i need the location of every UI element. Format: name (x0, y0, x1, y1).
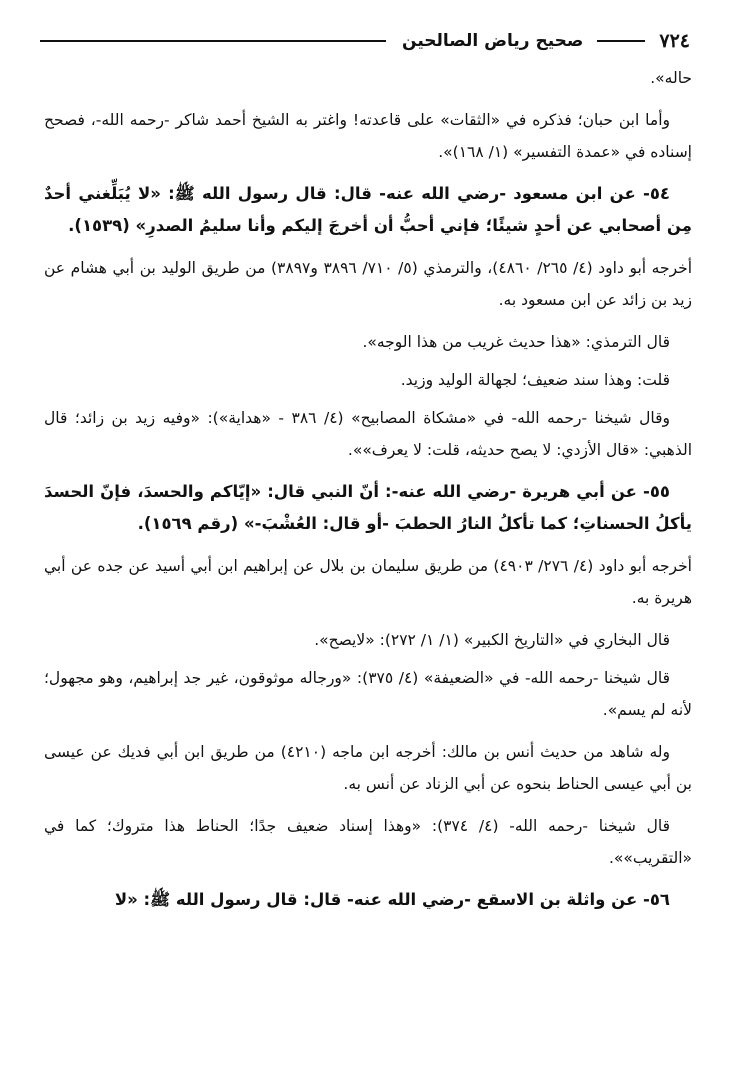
page-header (40, 26, 690, 56)
paragraph-shahid-anas: وله شاهد من حديث أنس بن مالك: أخرجه ابن ماجه (٤٢١٠) من طريق ابن أبي فديك عن عيسى بن أبي عيسى الحناط بنحوه عن أبي الزناد عن أنس به. (44, 743, 692, 793)
page-body (44, 62, 692, 926)
hadith-55: ٥٥- عن أبي هريرة -رضي الله عنه-: أنّ النبي قال: «إيّاكم والحسدَ، فإنّ الحسدَ يأكلُ الحسناتِ؛ كما تأكلُ النارُ الحطبَ -أو قال: العُشْبَ-» (رقم ١٥٦٩). (44, 482, 692, 533)
paragraph-ibn-hibban: وأما ابن حبان؛ فذكره في «الثقات» على قاعدته! واغتر به الشيخ أحمد شاكر -رحمه الله-، فصحح إسناده في «عمدة التفسير» (١/ ١٦٨)». (44, 111, 692, 161)
paragraph-daifa: قال شيخنا -رحمه الله- في «الضعيفة» (٤/ ٣٧٥): «ورجاله موثوقون، غير جد إبراهيم، وهو مجهول؛ لأنه لم يسم». (44, 669, 692, 719)
header-rule-right (597, 40, 645, 42)
paragraph-takhrij-54: أخرجه أبو داود (٤/ ٢٦٥/ ٤٨٦٠)، والترمذي (٥/ ٧١٠/ ٣٨٩٦ و٣٨٩٧) من طريق الوليد بن أبي هشام عن زيد بن زائد عن ابن مسعود به. (44, 259, 693, 309)
header-rule-left (40, 40, 386, 42)
paragraph-takhrij-55: أخرجه أبو داود (٤/ ٢٧٦/ ٤٩٠٣) من طريق سليمان بن بلال عن إبراهيم ابن أبي أسيد عن جده عن أبي هريرة به. (44, 557, 692, 607)
paragraph-bukhari: قال البخاري في «التاريخ الكبير» (١/ ١/ ٢٧٢): «لايصح». (314, 631, 670, 649)
paragraph-sanad-weak: قلت: وهذا سند ضعيف؛ لجهالة الوليد وزيد. (400, 371, 670, 389)
paragraph-mishkat: وقال شيخنا -رحمه الله- في «مشكاة المصابيح» (٤/ ٣٨٦ - «هداية»): «وفيه زيد بن زائد؛ قال الذهبي: «قال الأزدي: لا يصح حديثه، قلت: لا يعرف»». (44, 409, 692, 459)
running-title: صحيح رياض الصالحين (402, 31, 584, 51)
page-number: ٧٢٤ (659, 30, 690, 52)
paragraph-continuation: حاله». (650, 69, 692, 87)
hadith-56: ٥٦- عن واثلة بن الاسقع -رضي الله عنه- قال: قال رسول الله ﷺ: «لا (114, 890, 670, 909)
paragraph-tirmidhi-quote: قال الترمذي: «هذا حديث غريب من هذا الوجه». (362, 333, 670, 351)
paragraph-matruk: قال شيخنا -رحمه الله- (٤/ ٣٧٤): «وهذا إسناد ضعيف جدًا؛ الحناط هذا متروك؛ كما في «التقريب»». (44, 817, 692, 867)
hadith-54: ٥٤- عن ابن مسعود -رضي الله عنه- قال: قال رسول الله ﷺ: «لا يُبَلِّغني أحدٌ مِن أصحابي عن أحدٍ شيئًا؛ فإني أحبُّ أن أخرجَ إليكم وأنا سليمُ الصدرِ» (١٥٣٩). (44, 184, 692, 235)
